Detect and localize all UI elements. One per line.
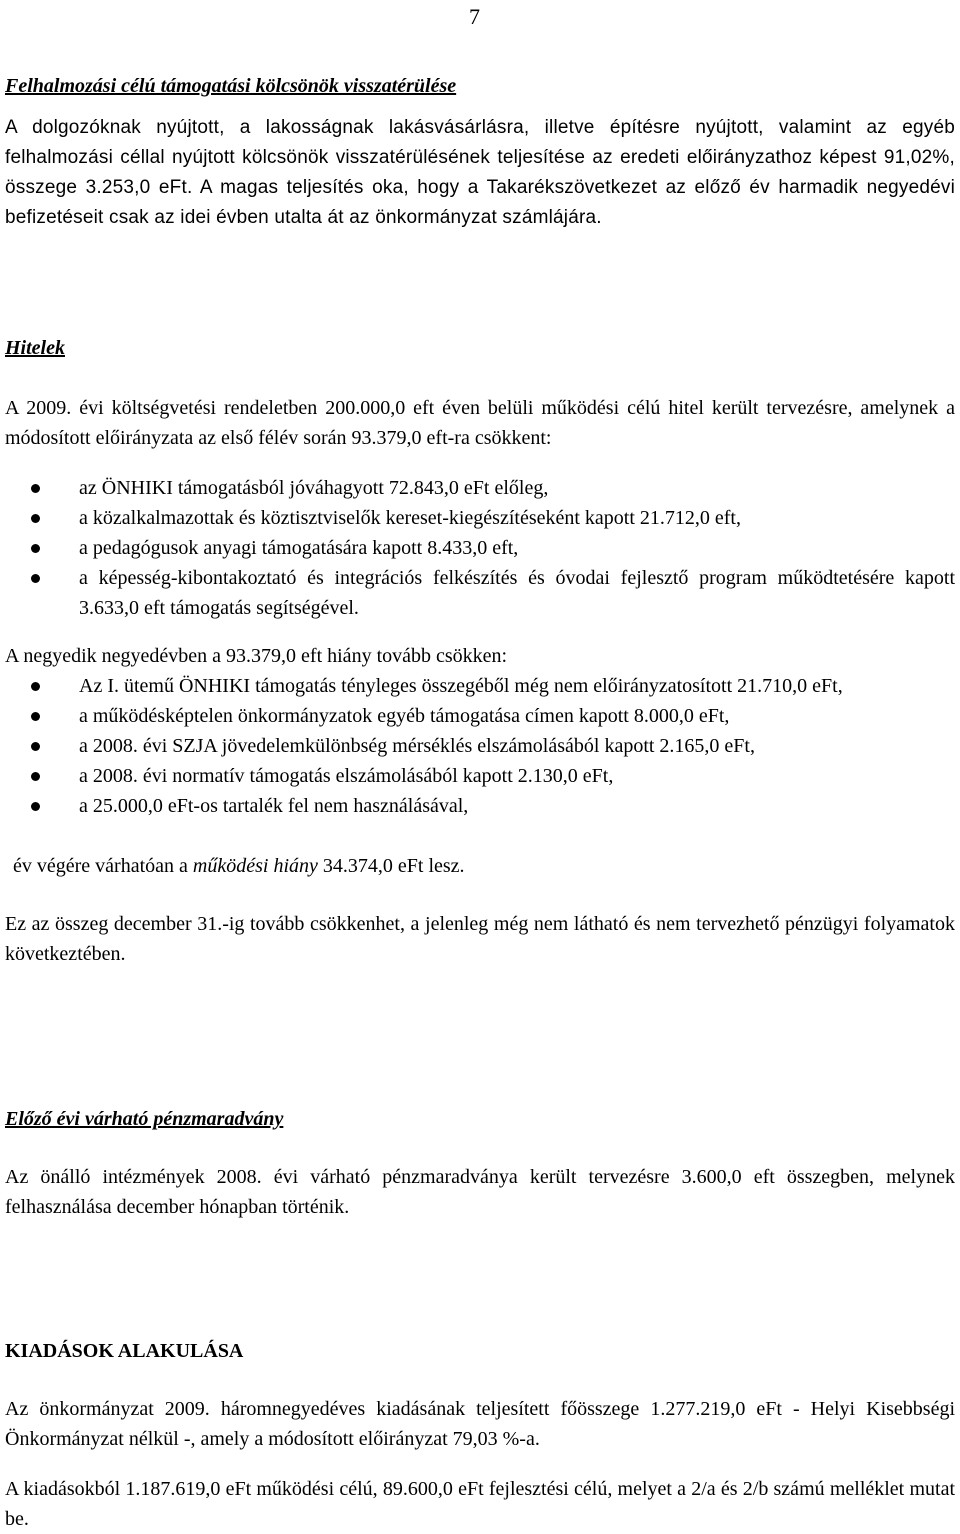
text: 34.374,0 eFt lesz. (317, 855, 465, 877)
list-item: az ÖNHIKI támogatásból jóváhagyott 72.843,0 eFt előleg, (5, 473, 955, 503)
paragraph: Az önkormányzat 2009. háromnegyedéves kiadásának teljesített főösszege 1.277.219,0 eFt - Helyi Kisebbségi Önkormányzat nélkül -, amely a módosított előirányzat 79,03 %-a. (5, 1398, 955, 1450)
list-item: a közalkalmazottak és köztisztviselők kereset-kiegészítéseként kapott 21.712,0 eft, (5, 503, 955, 533)
list-item: a pedagógusok anyagi támogatására kapott 8.433,0 eft, (5, 533, 955, 563)
list-item: a 25.000,0 eFt-os tartalék fel nem használásával, (5, 791, 955, 821)
list-item: a 2008. évi normatív támogatás elszámolásából kapott 2.130,0 eFt, (5, 761, 955, 791)
bullet-list (5, 473, 955, 623)
section-heading: Hitelek (5, 337, 65, 359)
section-expenditures (5, 1336, 955, 1534)
list-item: a képesség-kibontakoztató és integrációs felkészítés és óvodai fejlesztő program működtetésére kapott 3.633,0 eft támogatás segítségével. (5, 563, 955, 623)
section-previous-year-remainder (5, 1104, 955, 1222)
paragraph: Az önálló intézmények 2008. évi várható pénzmaradványa került tervezésre 3.600,0 eft összegben, melynek felhasználása december hónapban történik. (5, 1166, 955, 1218)
section-heading: Felhalmozási célú támogatási kölcsönök visszatérülése (5, 75, 457, 97)
page-number: 7 (469, 4, 480, 29)
emphasis: működési hiány (192, 855, 318, 877)
paragraph: A dolgozóknak nyújtott, a lakosságnak lakásvásárlásra, illetve építésre nyújtott, valamint az egyéb felhalmozási céllal nyújtott kölcsönök visszatérülésének teljesítése az eredeti előirányzathoz képest 91,02%, összege 3.253,0 eFt. A magas teljesítés oka, hogy a Takarékszövetkezet az előző év harmadik negyedévi befizetéseit csak az idei évben utalta át az önkormányzat számlájára. (5, 117, 955, 228)
section-heading: Előző évi várható pénzmaradvány (5, 1108, 284, 1130)
paragraph: Ez az összeg december 31.-ig tovább csökkenhet, a jelenleg még nem látható és nem tervezhető pénzügyi folyamatok következtében. (5, 913, 955, 965)
year-end-sentence (5, 851, 955, 881)
list-item: Az I. ütemű ÖNHIKI támogatás tényleges összegéből még nem előirányzatosított 21.710,0 eFt, (5, 671, 955, 701)
list-item: a működésképtelen önkormányzatok egyéb támogatása címen kapott 8.000,0 eFt, (5, 701, 955, 731)
list-item: a 2008. évi SZJA jövedelemkülönbség mérséklés elszámolásából kapott 2.165,0 eFt, (5, 731, 955, 761)
paragraph: A 2009. évi költségvetési rendeletben 200.000,0 eft éven belüli működési célú hitel került tervezésre, amelynek a módosított előirányzata az első félév során 93.379,0 eft-ra csökkent: (5, 397, 955, 449)
section-loans (5, 333, 955, 969)
section-heading: KIADÁSOK ALAKULÁSA (5, 1340, 244, 1362)
paragraph: A kiadásokból 1.187.619,0 eFt működési célú, 89.600,0 eFt fejlesztési célú, melyet a 2/a és 2/b számú melléklet mutat be. (5, 1478, 955, 1530)
text: év végére várhatóan a (13, 855, 193, 877)
paragraph: A negyedik negyedévben a 93.379,0 eft hiány tovább csökken: (5, 645, 508, 667)
section-loan-repayment (5, 71, 955, 233)
bullet-list (5, 671, 955, 821)
